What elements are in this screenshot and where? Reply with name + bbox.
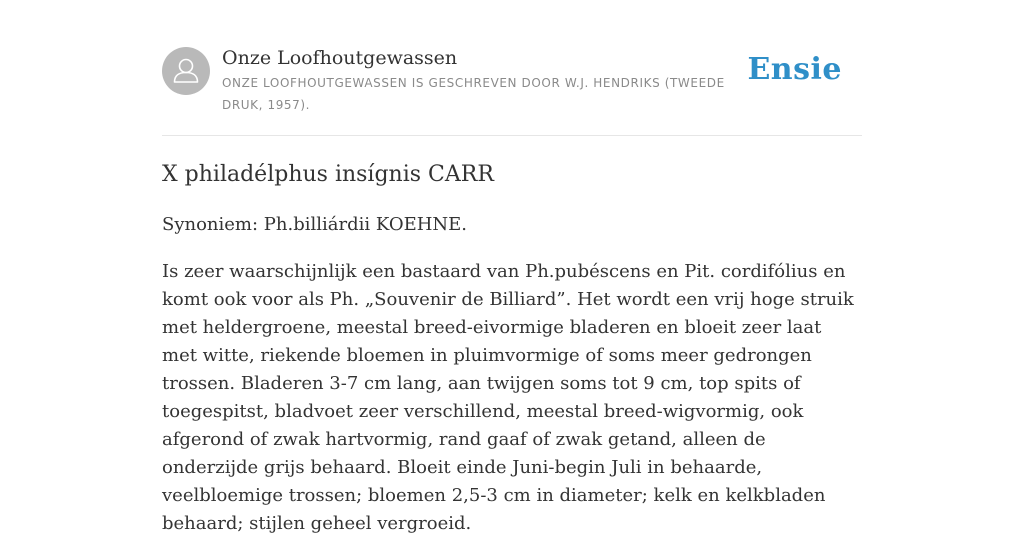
synonym-text: Synoniem: Ph.billiárdii KOEHNE.	[162, 214, 468, 235]
book-subtitle: ONZE LOOFHOUTGEWASSEN IS GESCHREVEN DOOR W.J. HENDRIKS (TWEEDE DRUK, 1957).	[222, 76, 725, 112]
page	[162, 0, 862, 534]
avatar	[162, 47, 210, 95]
user-icon	[162, 47, 210, 95]
book-header	[162, 0, 862, 136]
brand-logo[interactable]: Ensie	[747, 52, 842, 87]
article	[162, 155, 862, 538]
book-title[interactable]: Onze Loofhoutgewassen	[222, 47, 458, 69]
article-body: Is zeer waarschijnlijk een bastaard van Ph.pubéscens en Pit. cordifólius en komt ook voor als Ph. „Souvenir de Billiard”. Het wordt een vrij hoge struik met heldergroene, meestal breed-eivormige bladeren en bloeit zeer laat met witte, riekende bloemen in pluimvormige of soms meer gedrongen trossen. Bladeren 3-7 cm lang, aan twijgen soms tot 9 cm, top spits of toegespitst, bladvoet zeer verschillend, meestal breed-wigvormig, ook afgerond of zwak hartvormig, rand gaaf of zwak getand, alleen de onderzijde grijs behaard. Bloeit einde Juni-begin Juli in behaarde, veelbloemige trossen; bloemen 2,5-3 cm in diameter; kelk en kelkbladen behaard; stijlen geheel vergroeid.	[162, 261, 854, 534]
article-title: X philadélphus insígnis CARR	[162, 162, 494, 187]
